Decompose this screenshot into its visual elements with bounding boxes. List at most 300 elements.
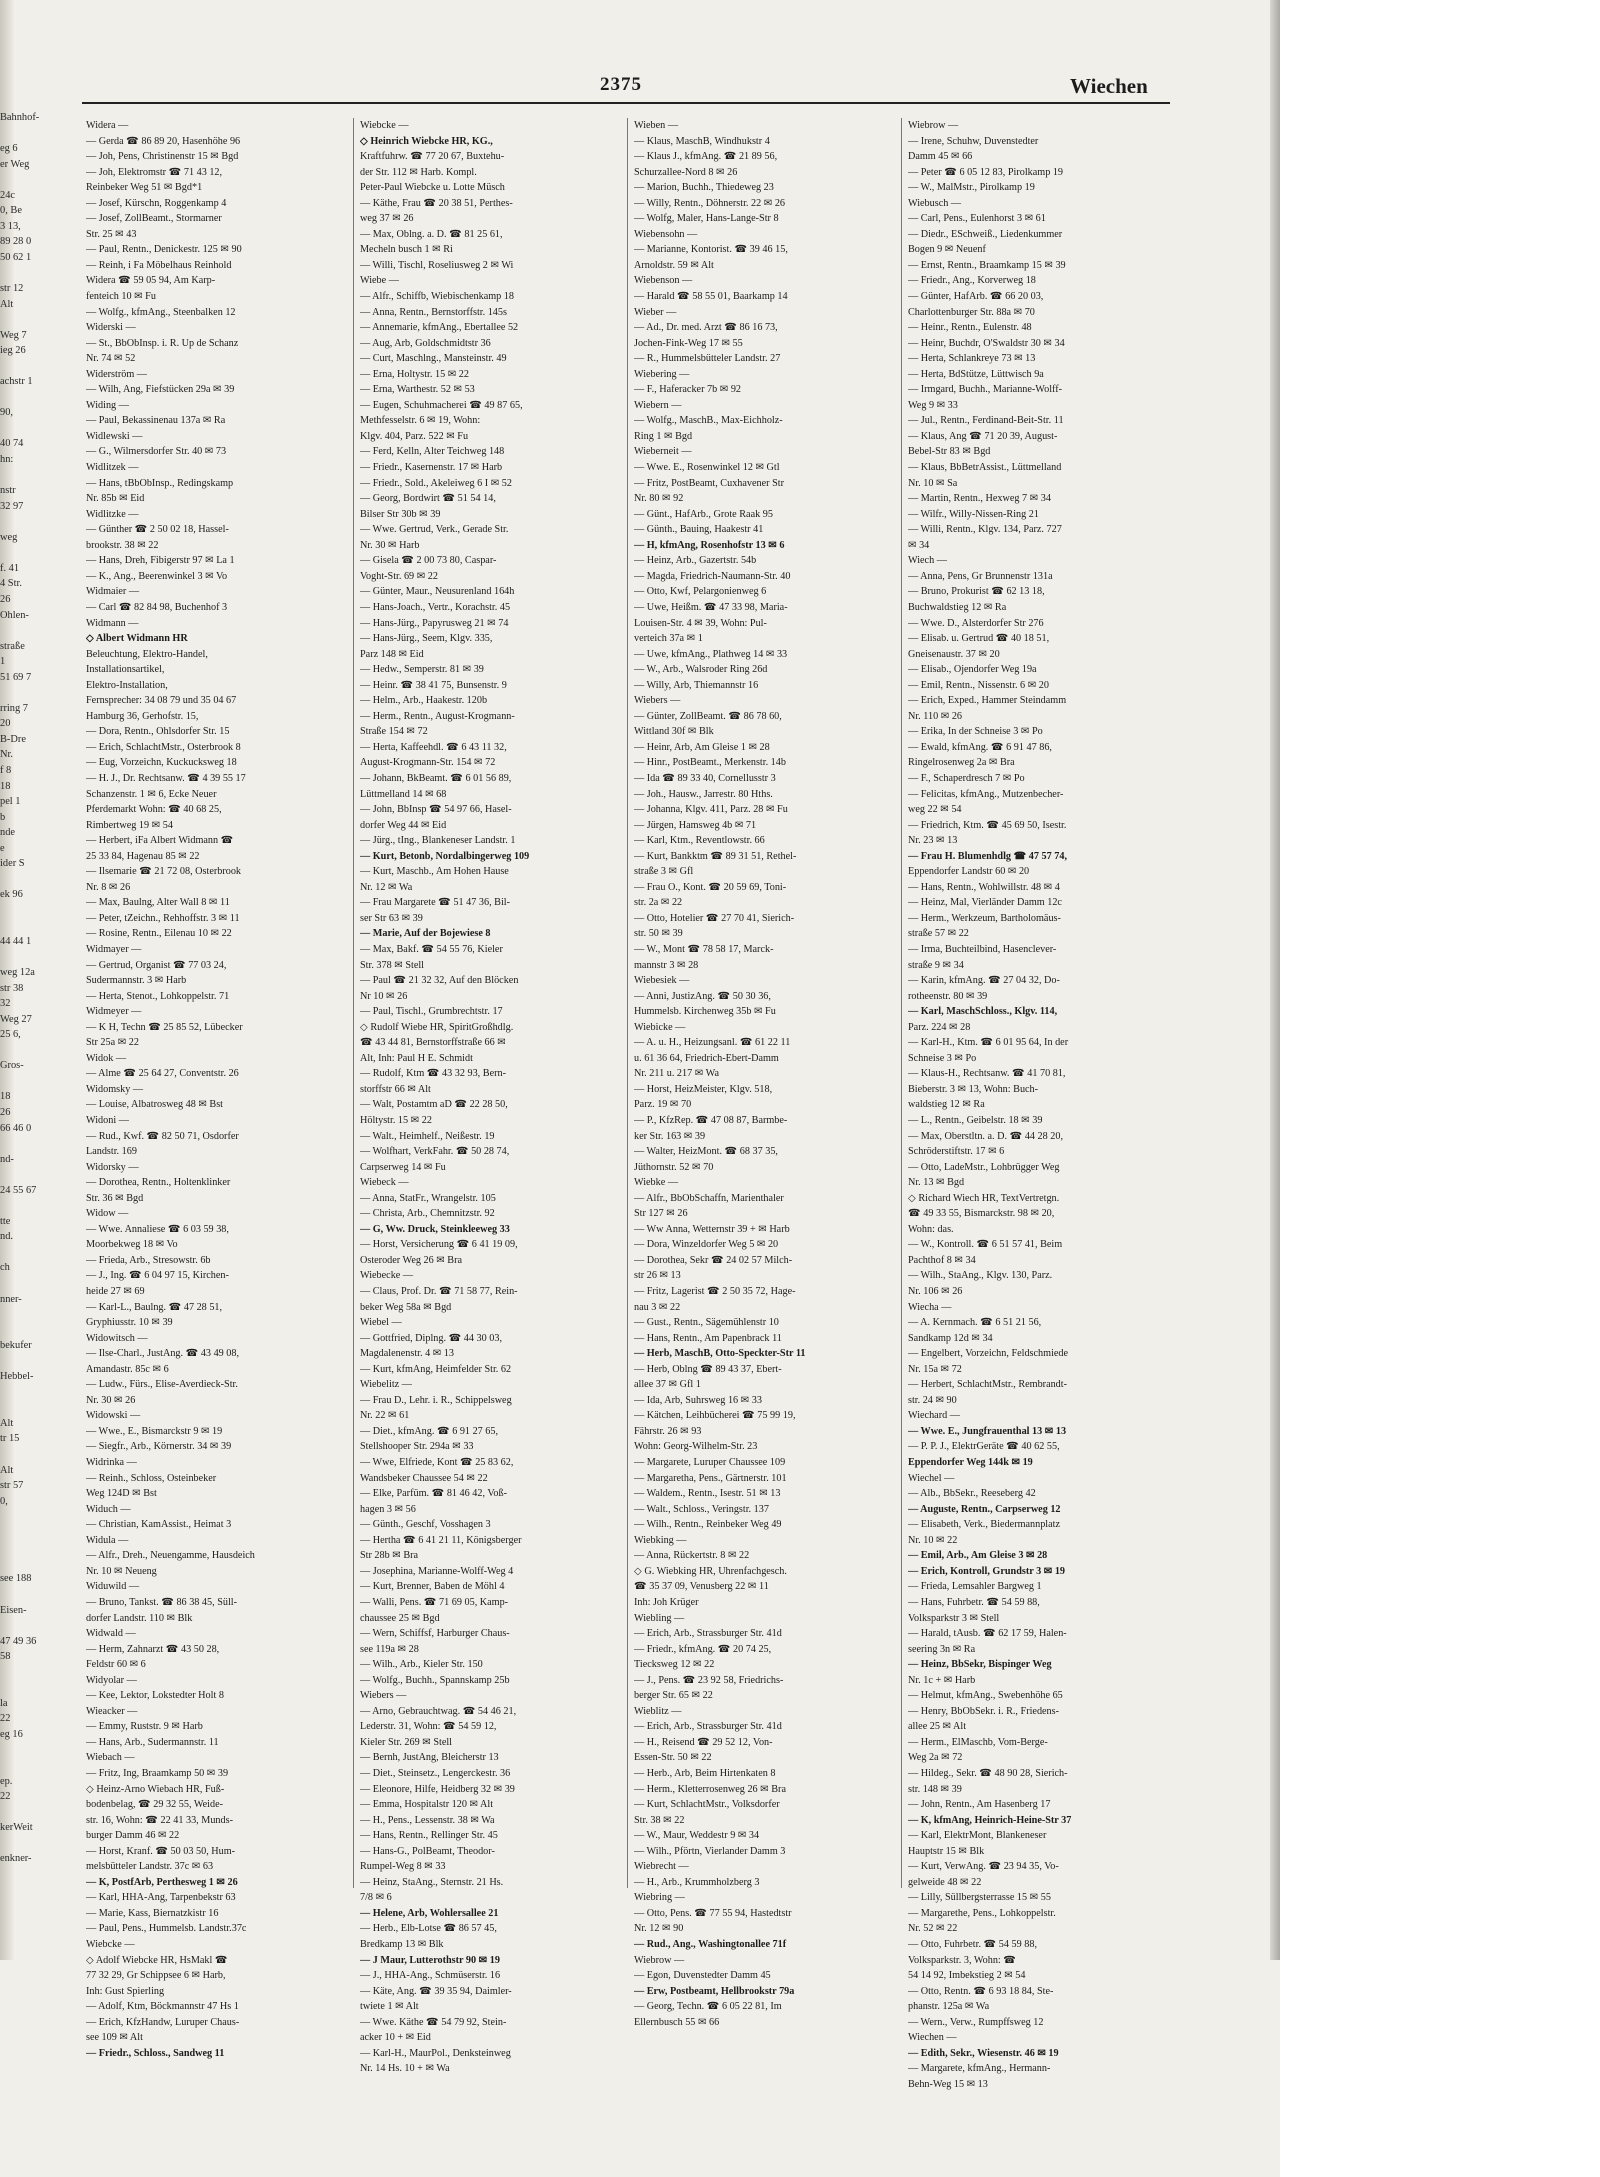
directory-entry: — Rud., Kwf. ☎ 82 50 71, Osdorfer (86, 1130, 239, 1142)
surname-heading: Wieblitz — (634, 1705, 682, 1717)
surname-heading: Wiebrow — (908, 120, 959, 131)
fragment-line (0, 872, 55, 888)
directory-entry: — Kurt, kfmAng, Heimfelder Str. 62 (360, 1363, 512, 1375)
directory-entry: — Egon, Duvenstedter Damm 45 (634, 1970, 771, 1982)
directory-entry: dorfer Landstr. 110 ✉ Blk (86, 1612, 193, 1624)
directory-entry: Sandkamp 12d ✉ 34 (908, 1332, 993, 1344)
directory-entry: — Walt., Schloss., Veringstr. 137 (634, 1503, 769, 1515)
directory-entry: — Herta, BdStütze, Lüttwisch 9a (908, 368, 1044, 380)
directory-entry: — Wilh., Pförtn, Vierlander Damm 3 (634, 1845, 786, 1857)
directory-entry: — J Maur, Lutterothstr 90 ✉ 19 (360, 1954, 500, 1966)
surname-heading: Wiebling — (634, 1612, 685, 1624)
directory-entry: — Rudolf, Ktm ☎ 43 32 93, Bern- (360, 1068, 506, 1080)
directory-entry: Schurzallee-Nord 8 ✉ 26 (634, 166, 738, 178)
directory-entry: — Walt, Postamtm aD ☎ 22 28 50, (360, 1099, 508, 1111)
directory-entry: Bebel-Str 83 ✉ Bgd (908, 446, 991, 458)
directory-entry: Nr. 74 ✉ 52 (86, 353, 136, 365)
directory-entry: — Günther ☎ 2 50 02 18, Hassel- (86, 524, 229, 536)
directory-entry: Volksparkstr. 3, Wohn: ☎ (908, 1954, 1016, 1966)
directory-entry: Sudermannstr. 3 ✉ Harb (86, 975, 187, 987)
directory-entry: — Hans-Jürg., Papyrusweg 21 ✉ 74 (360, 617, 509, 629)
directory-entry: Bilser Str 30b ✉ 39 (360, 508, 441, 520)
fragment-line (0, 1665, 55, 1681)
directory-entry: Nr. 15a ✉ 72 (908, 1363, 962, 1375)
directory-entry: Ringelrosenweg 2a ✉ Bra (908, 757, 1015, 769)
directory-entry: — Otto, Kwf, Pelargonienweg 6 (634, 586, 767, 598)
directory-entry: — Annemarie, kfmAng., Ebertallee 52 (360, 322, 519, 334)
directory-entry: — Marianne, Kontorist. ☎ 39 46 15, (634, 244, 788, 256)
directory-entry: — Diet., Steinsetz., Lengerckestr. 36 (360, 1767, 511, 1779)
directory-entry: — Klaus, BbBetrAssist., Lüttmelland (908, 462, 1062, 474)
surname-heading: Wiebusch — (908, 197, 962, 209)
surname-heading: Wiechen — (908, 2032, 957, 2044)
directory-entry: — Karl, HHA-Ang, Tarpenbekstr 63 (86, 1892, 236, 1904)
directory-entry: — Louise, Albatrosweg 48 ✉ Bst (86, 1099, 224, 1111)
fragment-line (0, 1323, 55, 1339)
directory-entry: 25 33 84, Hagenau 85 ✉ 22 (86, 850, 200, 862)
directory-entry: Elektro-Installation, (86, 679, 168, 691)
fragment-line (0, 359, 55, 375)
directory-entry: — Klaus, Ang ☎ 71 20 39, August- (908, 430, 1058, 442)
directory-entry: — Herbert, SchlachtMstr., Rembrandt- (908, 1379, 1067, 1391)
directory-entry: — Edith, Sekr., Wiesenstr. 46 ✉ 19 (908, 2047, 1059, 2059)
directory-entry: — Käthe, Frau ☎ 20 38 51, Perthes- (360, 197, 513, 209)
directory-entry: storffstr 66 ✉ Alt (360, 1083, 431, 1095)
directory-entry: — W., Maur, Weddestr 9 ✉ 34 (634, 1830, 760, 1842)
fragment-line: 24 55 67 (0, 1184, 37, 1196)
directory-entry: — Günter, Maur., Neusurenland 164h (360, 586, 515, 598)
directory-entry: Nr. 10 ✉ Sa (908, 477, 958, 489)
directory-entry: — Herm., Werkzeum, Bartholomäus- (908, 912, 1061, 924)
fragment-line: 18 (0, 1091, 11, 1103)
surname-heading: Wiebach — (86, 1752, 135, 1764)
directory-entry: 77 32 29, Gr Schippsee 6 ✉ Harb, (86, 1970, 226, 1982)
directory-entry: — Gottfried, Diplng. ☎ 44 30 03, (360, 1332, 503, 1344)
directory-entry: — J., HHA-Ang., Schmüserstr. 16 (360, 1970, 501, 1982)
directory-entry: Bieberstr. 3 ✉ 13, Wohn: Buch- (908, 1083, 1039, 1095)
directory-entry: — Heinr, Arb, Am Gleise 1 ✉ 28 (634, 741, 770, 753)
directory-entry: — Diet., kfmAng. ☎ 6 91 27 65, (360, 1425, 499, 1437)
surname-heading: Wieber — (634, 306, 677, 318)
directory-entry: — Frau O., Kont. ☎ 20 59 69, Toni- (634, 881, 787, 893)
directory-entry: — Klaus, MaschB, Windhukstr 4 (634, 135, 770, 147)
directory-entry: Nr. 85b ✉ Eid (86, 493, 145, 505)
directory-entry: Magdalenenstr. 4 ✉ 13 (360, 1348, 454, 1360)
directory-entry: — G, Ww. Druck, Steinkleeweg 33 (360, 1223, 510, 1235)
directory-entry: — Herta, Kaffeehdl. ☎ 6 43 11 32, (360, 741, 507, 753)
directory-entry: — Wern, Schiffsf, Harburger Chaus- (360, 1628, 510, 1640)
directory-entry: — Hans, Rentn., Rellinger Str. 45 (360, 1830, 498, 1842)
fragment-line: eg 6 (0, 143, 18, 155)
fragment-line (0, 1556, 55, 1572)
previous-page-fragment (0, 110, 55, 1867)
directory-entry: — Uwe, Heißm. ☎ 47 33 98, Maria- (634, 601, 788, 613)
directory-entry: — Diedr., ESchweiß., Liedenkummer (908, 228, 1063, 240)
directory-entry: — Harald ☎ 58 55 01, Baarkamp 14 (634, 291, 788, 303)
surname-heading: Widrinka — (86, 1457, 137, 1469)
fragment-line: 50 62 1 (0, 251, 32, 263)
fragment-line: ep. (0, 1775, 13, 1787)
directory-entry: — Willi, Tischl, Roseliusweg 2 ✉ Wi (360, 259, 514, 271)
directory-entry: Weg 2a ✉ 72 (908, 1752, 963, 1764)
directory-entry: — F., Haferacker 7b ✉ 92 (634, 384, 742, 396)
directory-entry: — Herm., Kletterrosenweg 26 ✉ Bra (634, 1783, 786, 1795)
directory-entry: August-Krogmann-Str. 154 ✉ 72 (360, 757, 496, 769)
directory-entry: — Wwe. E., Rosenwinkel 12 ✉ Gtl (634, 462, 780, 474)
header-rule (82, 102, 1170, 104)
surname-heading: Wieben — (634, 120, 679, 131)
directory-entry: — Ludw., Fürs., Elise-Averdieck-Str. (86, 1379, 238, 1391)
directory-entry: — Margaretha, Pens., Gärtnerstr. 101 (634, 1472, 787, 1484)
fragment-line: str 12 (0, 283, 24, 295)
directory-entry: Peter-Paul Wiebcke u. Lotte Müsch (360, 182, 505, 194)
directory-entry: Str. 38 ✉ 22 (634, 1814, 685, 1826)
directory-entry: — Wwe. Käthe ☎ 54 79 92, Stein- (360, 2016, 507, 2028)
directory-entry: — Alfr., Schiffb, Wiebischenkamp 18 (360, 291, 514, 303)
directory-entry: — Heinz, StaAng., Sternstr. 21 Hs. (360, 1876, 504, 1888)
directory-entry: — Max, Baulng, Alter Wall 8 ✉ 11 (86, 897, 230, 909)
directory-entry: — Wilh., StaAng., Klgv. 130, Parz. (908, 1270, 1053, 1282)
directory-entry: — John, BbInsp ☎ 54 97 66, Hasel- (360, 804, 512, 816)
directory-entry: allee 25 ✉ Alt (908, 1721, 967, 1733)
directory-entry: dorfer Weg 44 ✉ Eid (360, 819, 447, 831)
fragment-line: 90, (0, 407, 13, 419)
fragment-line: nde (0, 827, 16, 839)
surname-heading: Wiebel — (360, 1317, 402, 1329)
directory-entry: phanstr. 125a ✉ Wa (908, 2001, 990, 2013)
fragment-line: Weg 27 (0, 1013, 32, 1025)
directory-entry: — W., Arb., Walsroder Ring 26d (634, 664, 768, 676)
directory-entry: — Joh, Elektromstr ☎ 71 43 12, (86, 166, 223, 178)
directory-entry: — Frieda, Arb., Stresowstr. 6b (86, 1254, 211, 1266)
surname-heading: Wieacker — (86, 1705, 138, 1717)
directory-entry: — Erich, Arb., Strassburger Str. 41d (634, 1721, 782, 1733)
fragment-line (0, 623, 55, 639)
directory-entry: — Engelbert, Vorzeichn, Feldschmiede (908, 1348, 1069, 1360)
directory-entry: Nr. 52 ✉ 22 (908, 1923, 958, 1935)
directory-entry: — Friedr., kfmAng. ☎ 20 74 25, (634, 1643, 772, 1655)
directory-entry: — Felicitas, kfmAng., Mutzenbecher- (908, 788, 1064, 800)
directory-entry: Parz 148 ✉ Eid (360, 648, 424, 660)
directory-entry: allee 37 ✉ Gfl 1 (634, 1379, 701, 1391)
directory-entry: — Hans-G., PolBeamt, Theodor- (360, 1845, 495, 1857)
directory-entry: — Erich, Kontroll, Grundstr 3 ✉ 19 (908, 1565, 1066, 1577)
directory-entry: — Ferd, Kelln, Alter Teichweg 148 (360, 446, 505, 458)
fragment-line (0, 1836, 55, 1852)
directory-entry: — K, kfmAng, Heinrich-Heine-Str 37 (908, 1814, 1072, 1826)
fragment-line: b (0, 811, 6, 823)
fragment-line: 3 13, (0, 220, 21, 232)
directory-entry: — Emmy, Ruststr. 9 ✉ Harb (86, 1721, 203, 1733)
fragment-line: pel 1 (0, 796, 21, 808)
surname-heading: Widerski — (86, 322, 136, 334)
directory-entry: — Johann, BkBeamt. ☎ 6 01 56 89, (360, 772, 512, 784)
surname-heading: Wiebcke — (360, 120, 409, 131)
directory-entry: Straße 154 ✉ 72 (360, 726, 428, 738)
directory-entry: — Irene, Schuhw, Duvenstedter (908, 135, 1039, 147)
fragment-line: 47 49 36 (0, 1635, 37, 1647)
directory-entry: — Otto, Fuhrbetr. ☎ 54 59 88, (908, 1938, 1037, 1950)
directory-entry: Installationsartikel, (86, 664, 165, 676)
directory-entry: — Herb., Elb-Lotse ☎ 86 57 45, (360, 1923, 497, 1935)
directory-entry: mannstr 3 ✉ 28 (634, 959, 699, 971)
directory-entry: weg 37 ✉ 26 (360, 213, 414, 225)
directory-entry: Nr. 14 Hs. 10 + ✉ Wa (360, 2063, 450, 2075)
fragment-line (0, 1307, 55, 1323)
directory-entry: — Magda, Friedrich-Naumann-Str. 40 (634, 570, 791, 582)
directory-entry: — A. u. H., Heizungsanl. ☎ 61 22 11 (634, 1037, 791, 1049)
running-header: Wiechen (1070, 74, 1148, 98)
directory-entry: Buchwaldstieg 12 ✉ Ra (908, 601, 1007, 613)
directory-entry: — L., Rentn., Geibelstr. 18 ✉ 39 (908, 1115, 1043, 1126)
fragment-line: 32 (0, 998, 11, 1010)
directory-entry: — Eug, Vorzeichn, Kuckucksweg 18 (86, 757, 237, 769)
directory-entry: Schneise 3 ✉ Po (908, 1052, 977, 1064)
directory-entry: — Herb., Arb, Beim Hirtenkaten 8 (634, 1767, 776, 1779)
directory-entry: — Hans, Arb., Sudermannstr. 11 (86, 1736, 219, 1748)
directory-entry: Behn-Weg 15 ✉ 13 (908, 2078, 988, 2090)
directory-entry: — Herm., ElMaschb, Vom-Berge- (908, 1736, 1048, 1748)
directory-entry: Gneisenaustr. 37 ✉ 20 (908, 648, 1000, 660)
directory-entry: waldstieg 12 ✉ Ra (908, 1099, 985, 1111)
directory-entry: Nr. 12 ✉ 90 (634, 1923, 684, 1935)
surname-heading: Widowitsch — (86, 1332, 148, 1344)
directory-entry: — J., Ing. ☎ 6 04 97 15, Kirchen- (86, 1270, 229, 1282)
directory-entry: — Paul, Pens., Hummelsb. Landstr.37c (86, 1923, 247, 1935)
surname-heading: Wiebe — (360, 275, 399, 287)
directory-entry: — Willy, Arb, Thiemannstr 16 (634, 679, 759, 691)
directory-entry: — Horst, Versicherung ☎ 6 41 19 09, (360, 1239, 518, 1251)
directory-entry: — Erika, In der Schneise 3 ✉ Po (908, 726, 1043, 738)
directory-entry: — Hans, Fuhrbetr. ☎ 54 59 88, (908, 1596, 1040, 1608)
surname-heading: Wiebring — (634, 1892, 685, 1904)
fragment-line: str 38 (0, 982, 24, 994)
directory-entry: heide 27 ✉ 69 (86, 1286, 145, 1298)
directory-entry: — H. J., Dr. Rechtsanw. ☎ 4 39 55 17 (86, 772, 246, 784)
directory-entry: ◇ Heinrich Wiebcke HR, KG., (360, 135, 493, 147)
directory-entry: — Otto, Rentn. ☎ 6 93 18 84, Ste- (908, 1985, 1054, 1997)
directory-entry: — Erna, Holtystr. 15 ✉ 22 (360, 368, 469, 380)
directory-entry: Nr. 106 ✉ 26 (908, 1286, 963, 1298)
directory-entry: — Walt., Heimhelf., Neißestr. 19 (360, 1130, 495, 1142)
directory-entry: Lederstr. 31, Wohn: ☎ 54 59 12, (360, 1721, 497, 1733)
directory-entry: Nr. 23 ✉ 13 (908, 835, 958, 847)
surname-heading: Widlitzek — (86, 462, 139, 474)
directory-entry: Parz. 19 ✉ 70 (634, 1099, 692, 1111)
directory-entry: — Klaus-H., Rechtsanw. ☎ 41 70 81, (908, 1068, 1066, 1080)
fragment-line (0, 1540, 55, 1556)
directory-entry: — Eleonore, Hilfe, Heidberg 32 ✉ 39 (360, 1783, 515, 1795)
fragment-line: ider S (0, 858, 25, 870)
fragment-line: nner- (0, 1293, 22, 1305)
fragment-line: achstr 1 (0, 376, 33, 388)
surname-heading: Wiebers — (634, 695, 681, 707)
directory-entry: — A. Kernmach. ☎ 6 51 21 56, (908, 1317, 1042, 1329)
directory-entry: — Hildeg., Sekr. ☎ 48 90 28, Sierich- (908, 1767, 1068, 1779)
directory-entry: — Gertrud, Organist ☎ 77 03 24, (86, 959, 227, 971)
directory-entry: gelweide 48 ✉ 22 (908, 1876, 982, 1888)
directory-entry: Pferdemarkt Wohn: ☎ 40 68 25, (86, 804, 222, 816)
directory-entry: — Henry, BbObSekr. i. R., Friedens- (908, 1705, 1060, 1717)
directory-entry: — Heinr, Buchdr, O'Swaldstr 30 ✉ 34 (908, 337, 1065, 349)
directory-entry: — Waldem., Rentn., Isestr. 51 ✉ 13 (634, 1488, 781, 1500)
directory-entry: — Georg, Techn. ☎ 6 05 22 81, Im (634, 2001, 782, 2013)
directory-entry: — Ad., Dr. med. Arzt ☎ 86 16 73, (634, 322, 778, 334)
directory-entry: — Elisab. u. Gertrud ☎ 40 18 51, (908, 633, 1050, 645)
directory-entry: — Elisabeth, Verk., Biedermannplatz (908, 1519, 1061, 1531)
fragment-line: weg (0, 531, 18, 543)
directory-entry: ◇ Rudolf Wiebe HR, SpiritGroßhdlg. (360, 1021, 514, 1033)
directory-entry: Charlottenburger Str. 88a ✉ 70 (908, 306, 1035, 318)
directory-entry: Wittland 30f ✉ Blk (634, 726, 714, 738)
directory-entry: — Margarete, kfmAng., Hermann- (908, 2063, 1051, 2075)
directory-entry: — Hedw., Semperstr. 81 ✉ 39 (360, 664, 484, 676)
column-divider (627, 118, 628, 1888)
surname-heading: Wiebern — (634, 399, 682, 411)
surname-heading: Wiecha — (908, 1301, 952, 1313)
directory-entry: Wandsbeker Chaussee 54 ✉ 22 (360, 1472, 488, 1484)
fragment-line (0, 421, 55, 437)
directory-entry: — Erw, Postbeamt, Hellbrookstr 79a (634, 1985, 795, 1997)
directory-entry: str 26 ✉ 13 (634, 1270, 681, 1282)
directory-entry: — Kurt, Betonb, Nordalbingerweg 109 (360, 850, 530, 862)
directory-entry: — Josef, Kürschn, Roggenkamp 4 (86, 197, 227, 209)
directory-entry: — Gisela ☎ 2 00 73 80, Caspar- (360, 555, 497, 567)
page-number: 2375 (600, 74, 642, 95)
directory-entry: Eppendorfer Landstr 60 ✉ 20 (908, 866, 1030, 878)
fragment-line: 22 (0, 1713, 11, 1725)
directory-entry: Nr. 12 ✉ Wa (360, 881, 413, 893)
directory-entry: Str 127 ✉ 26 (634, 1208, 688, 1220)
directory-entry: beker Weg 58a ✉ Bgd (360, 1301, 452, 1313)
fragment-line (0, 1136, 55, 1152)
directory-entry: — Adolf, Ktm, Böckmannstr 47 Hs 1 (86, 2001, 239, 2013)
fragment-line (0, 1680, 55, 1696)
fragment-line: Alt (0, 298, 14, 310)
fragment-line: 51 69 7 (0, 671, 32, 683)
directory-entry: melsbütteler Landstr. 37c ✉ 63 (86, 1861, 214, 1873)
surname-heading: Wieberneit — (634, 446, 692, 458)
surname-heading: Widula — (86, 1534, 129, 1546)
directory-entry: — K., Ang., Beerenwinkel 3 ✉ Vo (86, 570, 228, 582)
directory-entry: — Karl, Ktm., Reventlowstr. 66 (634, 835, 765, 847)
fragment-line (0, 1587, 55, 1603)
directory-entry: — Günth., Geschf, Vosshagen 3 (360, 1519, 491, 1531)
directory-entry: Höltystr. 15 ✉ 22 (360, 1115, 432, 1126)
fragment-line (0, 1509, 55, 1525)
directory-entry: — Margarete, Luruper Chaussee 109 (634, 1457, 786, 1469)
fragment-line: 25 6, (0, 1029, 21, 1041)
directory-entry: — F., Schaperdresch 7 ✉ Po (908, 772, 1025, 784)
directory-entry: burger Damm 46 ✉ 22 (86, 1830, 180, 1842)
directory-entry: Eppendorfer Weg 144k ✉ 19 (908, 1457, 1033, 1469)
directory-entry: Hummelsb. Kirchenweg 35b ✉ Fu (634, 1006, 776, 1018)
directory-entry: Inh: Gust Spierling (86, 1985, 165, 1997)
directory-entry: — Ewald, kfmAng. ☎ 6 91 47 86, (908, 741, 1052, 753)
directory-entry: — Siegfr., Arb., Körnerstr. 34 ✉ 39 (86, 1441, 232, 1453)
directory-entry: — Herbert, iFa Albert Widmann ☎ (86, 835, 234, 847)
fragment-line: Eisen- (0, 1604, 27, 1616)
directory-entry: — Karl, ElektrMont, Blankeneser (908, 1830, 1047, 1842)
directory-entry: — Alfr., Dreh., Neuengamme, Hausdeich (86, 1550, 255, 1562)
directory-entry: — Hans, tBbObInsp., Redingskamp (86, 477, 234, 489)
fragment-line: enkner- (0, 1853, 32, 1865)
directory-entry: straße 9 ✉ 34 (908, 959, 964, 971)
fragment-line (0, 545, 55, 561)
directory-entry: — Wolfhart, VerkFahr. ☎ 50 28 74, (360, 1146, 510, 1158)
directory-entry: ✉ 34 (908, 539, 930, 551)
directory-entry: — Friedrich, Ktm. ☎ 45 69 50, Isestr. (908, 819, 1067, 831)
directory-entry: — K H, Techn ☎ 25 85 52, Lübecker (86, 1021, 243, 1033)
directory-entry: — Frau D., Lehr. i. R., Schippelsweg (360, 1394, 512, 1406)
directory-entry: — Joh., Hausw., Jarrestr. 80 Hths. (634, 788, 773, 800)
directory-entry: Rumpel-Weg 8 ✉ 33 (360, 1861, 446, 1873)
directory-entry: ser Str 63 ✉ 39 (360, 912, 423, 924)
directory-entry: Lüttmelland 14 ✉ 68 (360, 788, 447, 800)
directory-entry: — Herta, Schlankreye 73 ✉ 13 (908, 353, 1036, 365)
directory-entry: — Erich, Arb., Strassburger Str. 41d (634, 1628, 782, 1640)
directory-entry: acker 10 + ✉ Eid (360, 2032, 431, 2044)
directory-entry: — Georg, Bordwirt ☎ 51 54 14, (360, 493, 496, 505)
directory-entry: — Friedr., Schloss., Sandweg 11 (86, 2047, 225, 2059)
directory-entry: — Wwe, Elfriede, Kont ☎ 25 83 62, (360, 1457, 514, 1469)
fragment-line (0, 903, 55, 919)
surname-heading: Wiebrow — (634, 1954, 685, 1966)
directory-entry: ◇ Albert Widmann HR (86, 633, 188, 645)
directory-entry: — Paul, Bekassinenau 137a ✉ Ra (86, 415, 226, 427)
directory-entry: — Lilly, Süllbergsterrasse 15 ✉ 55 (908, 1892, 1051, 1904)
fragment-line: 89 28 0 (0, 236, 32, 248)
directory-entry: Methfesselstr. 6 ✉ 19, Wohn: (360, 415, 481, 427)
fragment-line: 26 (0, 1107, 11, 1118)
directory-entry: — Elke, Parfüm. ☎ 81 46 42, Voß- (360, 1488, 508, 1500)
directory-entry: — Günt., HafArb., Grote Raak 95 (634, 508, 773, 520)
directory-entry: Osteroder Weg 26 ✉ Bra (360, 1254, 463, 1266)
fragment-line: 22 (0, 1791, 11, 1803)
directory-entry: — Fritz, Ing, Braamkamp 50 ✉ 39 (86, 1767, 229, 1779)
fragment-line: 44 44 1 (0, 935, 32, 947)
directory-entry: — Herm, Zahnarzt ☎ 43 50 28, (86, 1643, 220, 1655)
directory-entry: — Max, Bakf. ☎ 54 55 76, Kieler (360, 943, 503, 955)
directory-entry: nau 3 ✉ 22 (634, 1301, 681, 1313)
surname-heading: Widmaier — (86, 586, 140, 598)
directory-entry: — Jul., Rentn., Ferdinand-Beit-Str. 11 (908, 415, 1064, 427)
directory-entry: Kieler Str. 269 ✉ Stell (360, 1736, 453, 1748)
fragment-line: 32 97 (0, 500, 24, 512)
surname-heading: Widoni — (86, 1115, 129, 1126)
directory-entry: straße 57 ✉ 22 (908, 928, 969, 940)
directory-entry: seering 3n ✉ Ra (908, 1643, 976, 1655)
directory-entry: Pachthof 8 ✉ 34 (908, 1254, 976, 1266)
fragment-line (0, 1043, 55, 1059)
directory-entry: Parz. 224 ✉ 28 (908, 1021, 971, 1033)
directory-entry: — Helmut, kfmAng., Swebenhöhe 65 (908, 1690, 1063, 1702)
directory-entry: — Herb, MaschB, Otto-Speckter-Str 11 (634, 1348, 806, 1360)
fragment-line (0, 172, 55, 188)
directory-entry: — Dora, Winzeldorfer Weg 5 ✉ 20 (634, 1239, 779, 1251)
fragment-line: 0, (0, 1495, 8, 1507)
fragment-line: tte (0, 1215, 11, 1227)
surname-heading: Widmann — (86, 617, 139, 629)
directory-entry: — Heinz, Arb., Gazertstr. 54b (634, 555, 757, 567)
directory-entry: — Uwe, kfmAng., Plathweg 14 ✉ 33 (634, 648, 788, 660)
surname-heading: Widlitzke — (86, 508, 139, 520)
directory-entry: — Käte, Ang. ☎ 39 35 94, Daimler- (360, 1985, 512, 1997)
directory-entry: — Wolfg., MaschB., Max-Eichholz- (634, 415, 783, 427)
directory-entry: — Irmgard, Buchh., Marianne-Wolff- (908, 384, 1063, 396)
directory-entry: — Max, Oberstltn. a. D. ☎ 44 28 20, (908, 1130, 1064, 1142)
surname-heading: Wiebelitz — (360, 1379, 412, 1391)
